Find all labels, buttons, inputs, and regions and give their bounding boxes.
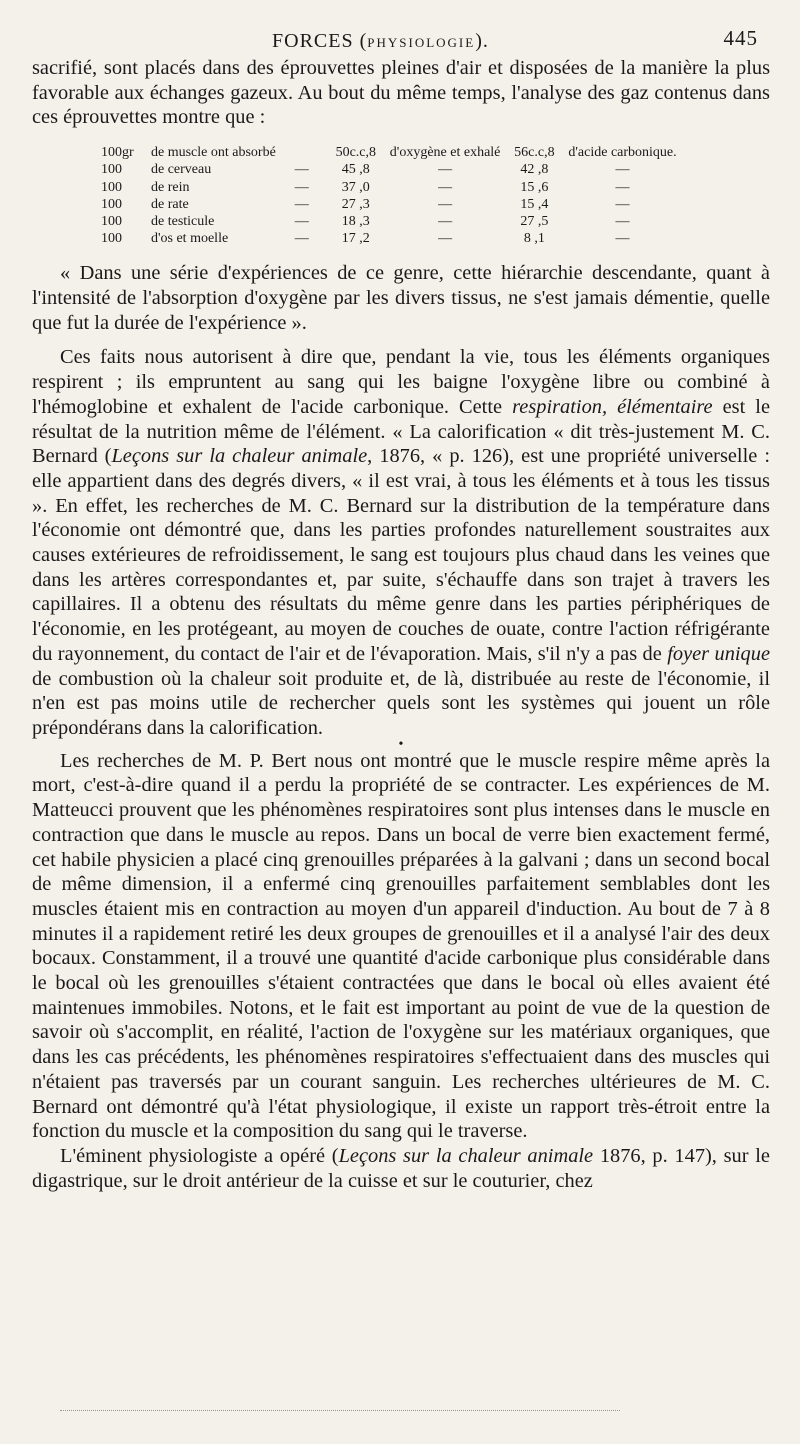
table-row: [98, 230, 680, 247]
stray-bullet-mark: •: [398, 736, 404, 752]
page-number: 445: [723, 26, 758, 50]
table-cell-dash1: —: [294, 162, 309, 178]
table-cell-oxygen: 18 ,3: [341, 213, 370, 229]
paragraph-quote: « Dans une série d'expériences de ce genre, cette hiérarchie descendante, quant à l'intensité de l'absorption d'oxygène par les divers tissus, ne s'est jamais démentie, quelle que fut la durée de l'expérience ».: [32, 262, 770, 334]
table-cell-dash1: —: [294, 213, 309, 229]
paragraph-intro: sacrifié, sont placés dans des éprouvettes pleines d'air et disposées de la manière la plus favorable aux échanges gazeux. Au bout du même temps, l'analyse des gaz contenus dans ces éprouvettes montre que :: [32, 57, 770, 129]
table-cell-co2: 42 ,8: [520, 162, 549, 178]
absorption-table: [98, 144, 680, 247]
table-cell-dash1: —: [294, 196, 309, 212]
table-cell-end: —: [615, 162, 630, 178]
table-cell-end: —: [615, 231, 630, 247]
emphasis-book-title: Leçons sur la chaleur animale: [338, 1144, 594, 1167]
table-cell-oxygen: 27 ,3: [341, 196, 370, 212]
table-cell-mid: —: [438, 179, 453, 195]
table-cell-mid: —: [438, 196, 453, 212]
table-cell-dash1: —: [294, 231, 309, 247]
text-span: L'éminent physiologiste a opéré (: [60, 1144, 339, 1167]
page-footer-rule: [60, 1410, 620, 1412]
text-span: Ces faits nous autorisent à dire que, pendant la vie, tous les éléments organiques respirent ; ils empruntent au sang qui les baigne l'oxygène libre ou combiné à l'hémoglobine et exhalent de l'acide carbonique. Cette: [32, 346, 770, 418]
table-cell-co2: 56c.c,8: [514, 145, 555, 161]
paragraph-respiration: [32, 345, 770, 740]
text-span: de combustion où la chaleur soit produite et, de là, distribuée au reste de l'économie, il n'en est pas moins utile de rechercher quels sont les systèmes qui jouent un rôle prépondérans dans la calorification.: [32, 667, 770, 739]
table-row: [98, 213, 680, 230]
table-cell-end: —: [615, 196, 630, 212]
absorption-table-body: [98, 144, 680, 247]
table-row: [98, 196, 680, 213]
text-span: est le résultat de la nutrition même de l'élément. « La calorification « dit très-justement M. C. Bernard (: [32, 395, 771, 468]
table-cell-qty: 100: [101, 179, 122, 195]
running-header: [32, 22, 770, 56]
running-title-end: ).: [475, 30, 489, 52]
table-cell-tissue: de rein: [151, 179, 190, 195]
table-cell-qty: 100: [101, 196, 122, 212]
running-title-subject: PHYSIOLOGIE: [367, 35, 476, 50]
table-cell-tissue: d'os et moelle: [151, 231, 229, 247]
table-cell-oxygen: 50c.c,8: [335, 145, 377, 161]
table-cell-tissue: de testicule: [151, 213, 215, 229]
table-cell-mid: —: [438, 213, 453, 229]
table-cell-qty: 100: [101, 231, 122, 247]
emphasis-respiration: respiration, élémentaire: [512, 395, 713, 418]
table-cell-oxygen: 37 ,0: [341, 179, 370, 195]
table-row: [98, 144, 680, 161]
running-title: [272, 30, 489, 53]
table-cell-dash1: —: [294, 179, 309, 195]
table-cell-qty: 100gr: [101, 145, 134, 161]
table-cell-tissue: de cerveau: [151, 162, 212, 178]
table-cell-oxygen: 45 ,8: [341, 162, 370, 178]
table-cell-qty: 100: [101, 162, 122, 178]
table-cell-co2: 15 ,6: [520, 179, 549, 195]
table-cell-end: —: [615, 213, 630, 229]
text-span: 1876, p. 147), sur le digastrique, sur le droit antérieur de la cuisse et sur le couturier, chez: [32, 1144, 770, 1192]
text-span: , 1876, « p. 126), est une propriété universelle : elle appartient dans des degrés divers, « il est vrai, à tous les éléments et à tous les tissus ». En effet, les recherches de M. C. Bernard sur la distribution de la température dans l'économie ont démontré que, dans les parties profondes naturellement soustraites aux causes extérieures de refroidissement, le sang est toujours plus chaud dans les veines que dans les artères correspondantes et, par suite, s'échauffe dans son trajet à travers les capillaires. Il a obtenu des résultats du même genre dans les parties périphériques de l'économie, en les protégeant, au moyen de couches de ouate, contre l'action réfrigérante du rayonnement, du contact de l'air et de l'évaporation. Mais, s'il n'y a pas de: [32, 445, 770, 665]
table-cell-end: —: [615, 179, 630, 195]
running-title-main: FORCES (: [272, 30, 368, 52]
table-row: [98, 179, 680, 196]
table-cell-mid: d'oxygène et exhalé: [389, 145, 501, 161]
table-cell-co2: 8 ,1: [523, 231, 545, 247]
table-cell-tissue: de rate: [151, 196, 189, 212]
paragraph-final: [32, 1144, 770, 1193]
table-cell-end: d'acide carbonique.: [568, 145, 677, 161]
emphasis-book-title: Leçons sur la chaleur animale: [111, 445, 368, 468]
emphasis-foyer-unique: foyer unique: [667, 642, 770, 665]
table-cell-qty: 100: [101, 213, 122, 229]
table-row: [98, 161, 680, 178]
book-page: [32, 22, 770, 1193]
table-cell-co2: 15 ,4: [520, 196, 549, 212]
table-cell-mid: —: [438, 231, 453, 247]
table-cell-dash1: [279, 144, 325, 161]
paragraph-muscle-experiments: Les recherches de M. P. Bert nous ont montré que le muscle respire même après la mort, c'est-à-dire quand il a perdu la propriété de se contracter. Les expériences de M. Matteucci prouvent que les phénomènes respiratoires sont plus intenses dans le muscle en contraction que dans le muscle au repos. Dans un bocal de verre bien exactement fermé, cet habile physicien a placé cinq grenouilles préparées à la galvani ; dans un second bocal de même dimension, il a enfermé cinq grenouilles parfaitement semblables dont les muscles étaient mis en contraction au moyen d'un appareil d'induction. Au bout de 7 à 8 minutes il a rapidement retiré les deux groupes de grenouilles et il a analysé l'air des deux bocaux. Constamment, il a trouvé une quantité d'acide carbonique plus considérable dans le bocal où les grenouilles s'étaient contractées que dans le bocal où elles avaient été maintenues immobiles. Notons, et le fait est important au point de vue de la question de savoir où s'accomplit, en réalité, l'action de l'oxygène sur les matériaux organiques, que dans les cas précédents, les phénomènes respiratoires s'effectuaient dans des muscles qui n'étaient pas traversés par un courant sanguin. Les recherches ultérieures de M. C. Bernard ont démontré qu'à l'état physiologique, il existe un rapport très-étroit entre la fonction du muscle et la composition du sang qui le traverse.: [32, 749, 770, 1143]
table-cell-mid: —: [438, 162, 453, 178]
table-cell-oxygen: 17 ,2: [341, 231, 370, 247]
table-cell-tissue: de muscle ont absorbé: [151, 145, 276, 161]
table-cell-co2: 27 ,5: [520, 213, 549, 229]
